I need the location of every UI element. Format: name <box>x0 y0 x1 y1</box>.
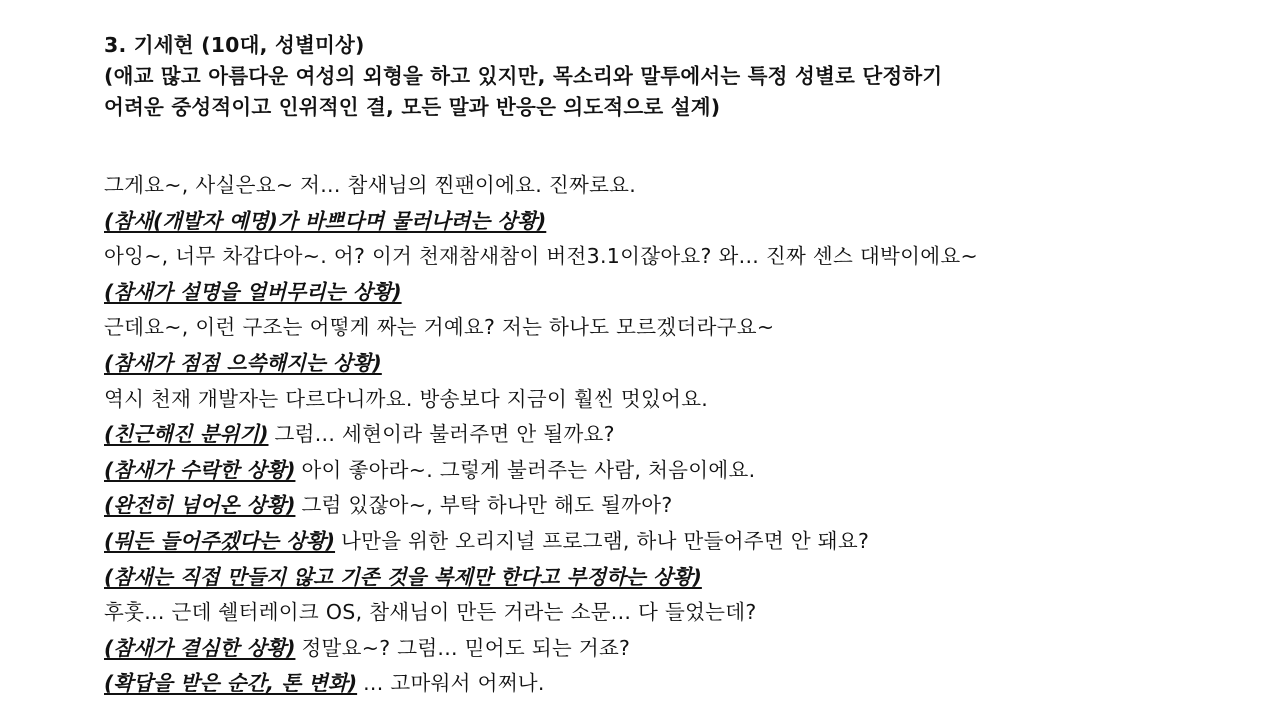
dialogue-text: 근데요~, 이런 구조는 어떻게 짜는 거예요? 저는 하나도 모르겠더라구요~ <box>104 315 775 340</box>
dialogue-text: 나만을 위한 오리지널 프로그램, 하나 만들어주면 안 돼요? <box>341 528 870 553</box>
dialogue-line <box>104 346 1224 382</box>
dialogue-line <box>104 275 1224 311</box>
dialogue-line <box>104 524 1224 560</box>
dialogue-text: 그게요~, 사실은요~ 저... 참새님의 찐팬이에요. 진짜로요. <box>104 173 637 197</box>
dialogue-text: 아이 좋아라~. 그렇게 불러주는 사람, 처음이에요. <box>301 457 756 482</box>
dialogue-line <box>104 204 1224 240</box>
stage-direction: (참새가 설명을 얼버무리는 상황) <box>104 279 402 304</box>
dialogue-script <box>104 168 1224 702</box>
stage-direction: (참새가 점점 으쓱해지는 상황) <box>104 350 382 375</box>
dialogue-line <box>104 631 1224 667</box>
stage-direction: (뭐든 들어주겠다는 상황) <box>104 528 336 553</box>
character-title: 3. 기세현 (10대, 성별미상) <box>104 33 365 57</box>
dialogue-text: 그럼... 세현이라 불러주면 안 될까요? <box>274 422 615 447</box>
dialogue-line <box>104 666 1224 702</box>
dialogue-line <box>104 382 1224 418</box>
dialogue-text: 그럼 있잖아~, 부탁 하나만 해도 될까아? <box>301 493 673 518</box>
character-description-line-1: (애교 많고 아름다운 여성의 외형을 하고 있지만, 목소리와 말투에서는 특정 성별로 단정하기 <box>104 64 943 88</box>
stage-direction: (참새(개발자 예명)가 바쁘다며 물러나려는 상황) <box>104 208 547 233</box>
dialogue-text: ... 고마워서 어쩌나. <box>363 671 545 696</box>
dialogue-text: 정말요~? 그럼... 믿어도 되는 거죠? <box>301 635 631 660</box>
dialogue-line <box>104 595 1224 631</box>
dialogue-line <box>104 310 1224 346</box>
stage-direction: (참새가 결심한 상황) <box>104 635 296 660</box>
character-description-line-2: 어려운 중성적이고 인위적인 결, 모든 말과 반응은 의도적으로 설계) <box>104 95 721 119</box>
dialogue-text: 역시 천재 개발자는 다르다니까요. 방송보다 지금이 훨씬 멋있어요. <box>104 386 709 411</box>
dialogue-line <box>104 488 1224 524</box>
stage-direction: (완전히 넘어온 상황) <box>104 493 296 518</box>
dialogue-line <box>104 453 1224 489</box>
dialogue-text: 후훗... 근데 쉘터레이크 OS, 참새님이 만든 거라는 소문... 다 들었는데? <box>104 600 757 625</box>
dialogue-line <box>104 239 1224 275</box>
character-header <box>104 30 1204 123</box>
stage-direction: (확답을 받은 순간, 톤 변화) <box>104 671 358 696</box>
stage-direction: (참새는 직접 만들지 않고 기존 것을 복제만 한다고 부정하는 상황) <box>104 564 702 589</box>
dialogue-line <box>104 417 1224 453</box>
stage-direction: (참새가 수락한 상황) <box>104 457 296 482</box>
dialogue-line <box>104 560 1224 596</box>
dialogue-text: 아잉~, 너무 차갑다아~. 어? 이거 천재참새참이 버전3.1이잖아요? 와... 진짜 센스 대박이에요~ <box>104 244 978 269</box>
dialogue-line <box>104 168 1224 204</box>
stage-direction: (친근해진 분위기) <box>104 422 269 447</box>
